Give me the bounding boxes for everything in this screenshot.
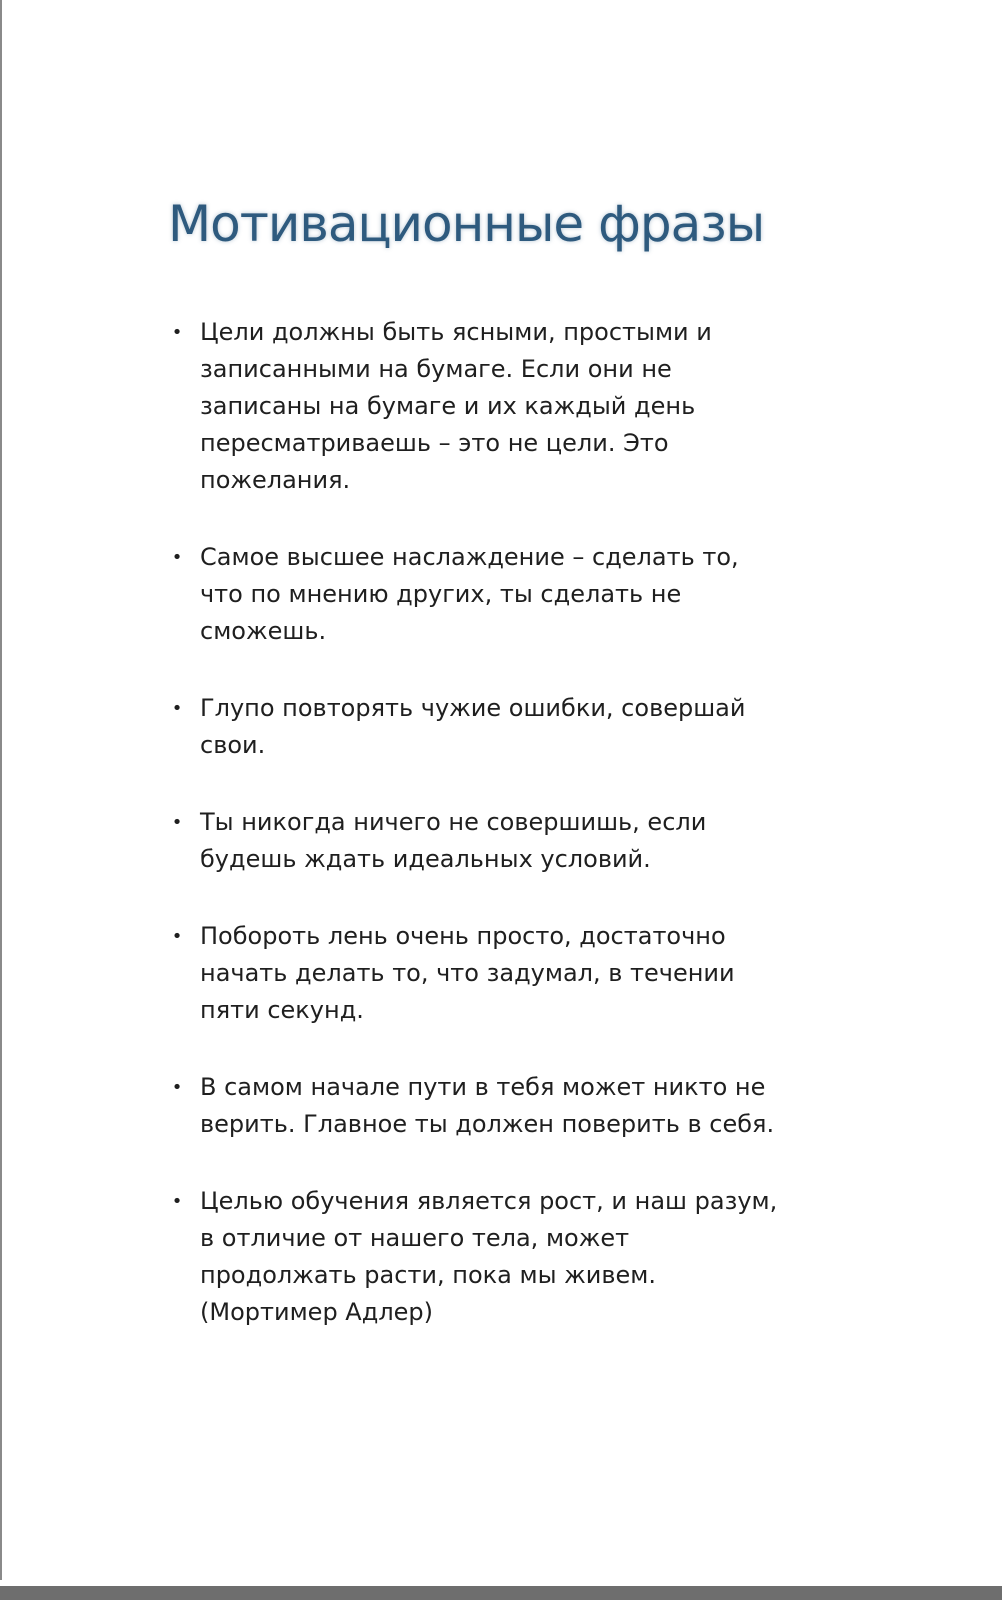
phrase-text: Самое высшее наслаждение – сделать то, что по мнению других, ты сделать не сможешь.	[200, 543, 739, 645]
bottom-frame-bar	[0, 1586, 1002, 1600]
bullet-icon: •	[171, 812, 183, 833]
list-item	[168, 539, 788, 650]
bullet-icon: •	[171, 1077, 183, 1098]
bullet-icon: •	[171, 698, 183, 719]
page-left-border	[0, 0, 2, 1580]
phrase-text: В самом начале пути в тебя может никто не верить. Главное ты должен поверить в себя.	[200, 1073, 775, 1138]
list-item	[168, 690, 788, 764]
document-page	[168, 188, 828, 1326]
page-title: Мотивационные фразы	[168, 195, 765, 253]
bullet-icon: •	[171, 547, 183, 568]
phrase-text: Побороть лень очень просто, достаточно начать делать то, что задумал, в течении пяти секунд.	[200, 922, 735, 1024]
list-item	[168, 918, 788, 1029]
list-item	[168, 1069, 788, 1143]
list-item	[168, 804, 788, 878]
bullet-icon: •	[171, 322, 183, 343]
bullet-icon: •	[171, 1191, 183, 1212]
list-item	[168, 1183, 788, 1331]
phrase-text: Глупо повторять чужие ошибки, совершай свои.	[200, 694, 746, 759]
bullet-icon: •	[171, 926, 183, 947]
phrase-text: Целью обучения является рост, и наш разум, в отличие от нашего тела, может продолжать расти, пока мы живем. (Мортимер Адлер)	[200, 1187, 778, 1326]
phrase-text: Цели должны быть ясными, простыми и записанными на бумаге. Если они не записаны на бумаге и их каждый день пересматриваешь – это не цели. Это пожелания.	[200, 318, 712, 494]
list-item	[168, 314, 788, 499]
phrase-list	[168, 314, 788, 1371]
phrase-text: Ты никогда ничего не совершишь, если будешь ждать идеальных условий.	[200, 808, 707, 873]
